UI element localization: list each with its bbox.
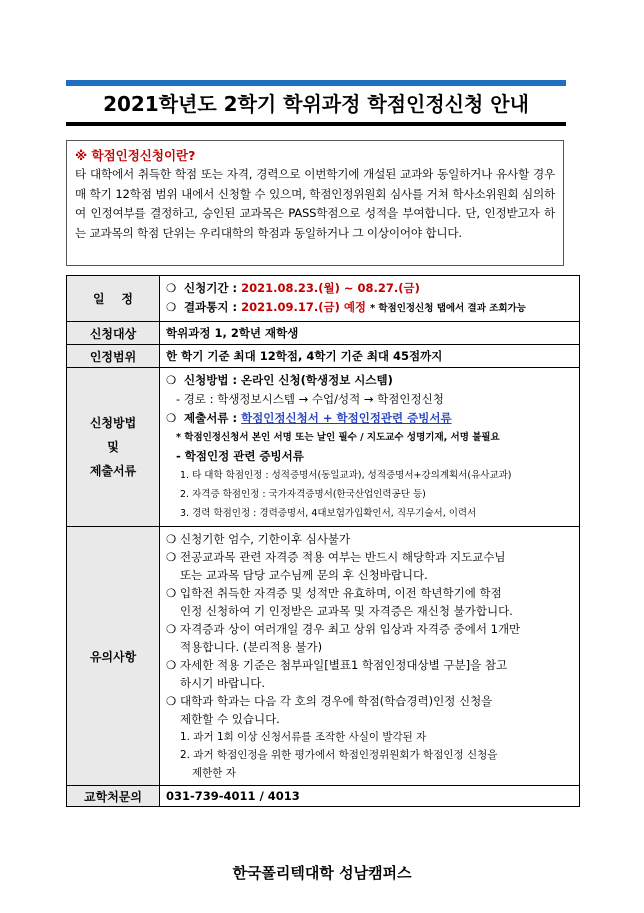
label-method-1: 신청방법 — [89, 416, 137, 430]
result-note: * 학점인정신청 탭에서 결과 조회가능 — [370, 303, 526, 314]
note-text-cont: 적용합니다. (분리적용 불가) — [180, 640, 323, 654]
bullet-icon: ❍ — [166, 550, 177, 564]
note-text: 대학과 학과는 다음 각 호의 경우에 학점(학습경력)인정 신청을 — [180, 694, 493, 708]
note-text: 전공교과목 관련 자격증 적용 여부는 반드시 해당학과 지도교수님 — [180, 550, 506, 564]
result-value: 2021.09.17.(금) 예정 — [241, 300, 367, 314]
bullet-icon: ❍ — [166, 622, 177, 636]
label-range: 인정범위 — [67, 345, 160, 368]
bullet-icon: ❍ — [166, 281, 177, 295]
how-label: 신청방법 : 온라인 신청(학생정보 시스템) — [184, 373, 393, 387]
note-item — [166, 530, 573, 548]
note-item — [166, 692, 573, 728]
label-method-3: 제출서류 — [89, 464, 137, 478]
bullet-icon: ❍ — [166, 658, 177, 672]
proof-item: 1. 타 대학 학점인정 : 성적증명서(동일교과), 성적증명서+강의계획서(유사교과) — [180, 470, 512, 481]
result-line — [166, 298, 573, 318]
proof-item: 2. 자격증 학점인정 : 국가자격증명서(한국산업인력공단 등) — [180, 489, 426, 500]
note-text-cont: 제한할 수 있습니다. — [180, 712, 280, 726]
bullet-icon: ❍ — [166, 586, 177, 600]
proof-heading: - 학점인정 관련 증빙서류 — [176, 449, 304, 463]
notes-content — [160, 527, 580, 786]
result-label: 결과통지 : — [184, 300, 238, 314]
intro-body: 타 대학에서 취득한 학점 또는 자격, 경력으로 이번학기에 개설된 교과와 동일하거나 유사할 경우 매 학기 12학점 범위 내에서 신청할 수 있으며, 학점인정위원회 심사를 거쳐 학사소위원회 심의하여 인정여부를 결정하고, 승인된 교과목은 PASS학점으로 성적을 부여합니다. 단, 인정받고자 하는 교과목의 학점 단위는 우리대학의 학점과 동일하거나 그 이상이어야 합니다. — [75, 167, 555, 240]
row-notes — [67, 527, 580, 786]
proof-item: 3. 경력 학점인정 : 경력증명서, 4대보험가입확인서, 직무기술서, 이력서 — [180, 508, 477, 519]
label-method — [67, 368, 160, 527]
title-block — [66, 80, 566, 126]
target-value: 학위과정 1, 2학년 재학생 — [160, 322, 580, 345]
note-item — [166, 548, 573, 584]
contact-value: 031-739-4011 / 4013 — [160, 786, 580, 807]
note-text: 입학전 취득한 자격증 및 성적만 유효하며, 이전 학년학기에 학점 — [180, 586, 502, 600]
label-schedule — [67, 276, 160, 322]
bullet-icon: ❍ — [166, 532, 177, 546]
bullet-icon: ❍ — [166, 411, 177, 425]
note-text: 신청기한 엄수, 기한이후 심사불가 — [180, 532, 351, 546]
label-method-2: 및 — [107, 440, 119, 454]
bullet-icon: ❍ — [166, 300, 177, 314]
label-schedule-text: 일 정 — [93, 292, 133, 306]
note-subitem-text: 2. 과거 학점인정을 위한 평가에서 학점인정위원회가 학점인정 신청을 — [180, 749, 498, 761]
intro-heading: ※ 학점인정신청이란? — [75, 148, 196, 163]
docs-line — [166, 409, 573, 428]
note-item — [166, 620, 573, 656]
schedule-content — [160, 276, 580, 322]
range-value: 한 학기 기준 최대 12학점, 4학기 기준 최대 45점까지 — [160, 345, 580, 368]
note-text-cont: 또는 교과목 담당 교수님께 문의 후 신청바랍니다. — [180, 568, 428, 582]
note-subitem: 1. 과거 1회 이상 신청서류를 조작한 사실이 발각된 자 — [180, 731, 427, 743]
note-text: 자격증과 상이 여러개일 경우 최고 상위 입상과 자격증 중에서 1개만 — [180, 622, 521, 636]
period-line — [166, 279, 573, 298]
period-value: 2021.08.23.(월) ~ 08.27.(금) — [241, 281, 420, 295]
row-method — [67, 368, 580, 527]
info-table — [66, 275, 580, 807]
row-range — [67, 345, 580, 368]
note-item — [166, 584, 573, 620]
how-line — [166, 371, 573, 390]
note-subitem-cont: 제한한 자 — [192, 767, 236, 779]
method-content — [160, 368, 580, 527]
row-contact — [67, 786, 580, 807]
path-line: - 경로 : 학생정보시스템 → 수업/성적 → 학점인정신청 — [176, 392, 444, 406]
period-label: 신청기간 : — [184, 281, 238, 295]
bullet-icon: ❍ — [166, 373, 177, 387]
bullet-icon: ❍ — [166, 694, 177, 708]
page-title: 2021학년도 2학기 학위과정 학점인정신청 안내 — [66, 86, 566, 126]
label-notes: 유의사항 — [67, 527, 160, 786]
note-text-cont: 하시기 바랍니다. — [180, 676, 266, 690]
docs-link[interactable]: 학점인정신청서 + 학점인정관련 증빙서류 — [241, 411, 452, 425]
label-target: 신청대상 — [67, 322, 160, 345]
intro-box — [66, 140, 564, 266]
note-text-cont: 인정 신청하여 기 인정받은 교과목 및 자격증은 재신청 불가합니다. — [180, 604, 513, 618]
row-target — [67, 322, 580, 345]
footer-org-name: 한국폴리텍대학 성남캠퍼스 — [232, 864, 412, 882]
note-subitem — [166, 746, 573, 782]
docs-label: 제출서류 : — [184, 411, 238, 425]
row-schedule — [67, 276, 580, 322]
docs-note: * 학점인정신청서 본인 서명 또는 날인 필수 / 지도교수 성명기재, 서명 불필요 — [176, 432, 500, 443]
note-item — [166, 656, 573, 692]
note-text: 자세한 적용 기준은 첨부파일[별표1 학점인정대상별 구분]을 참고 — [180, 658, 508, 672]
label-contact: 교학처문의 — [67, 786, 160, 807]
